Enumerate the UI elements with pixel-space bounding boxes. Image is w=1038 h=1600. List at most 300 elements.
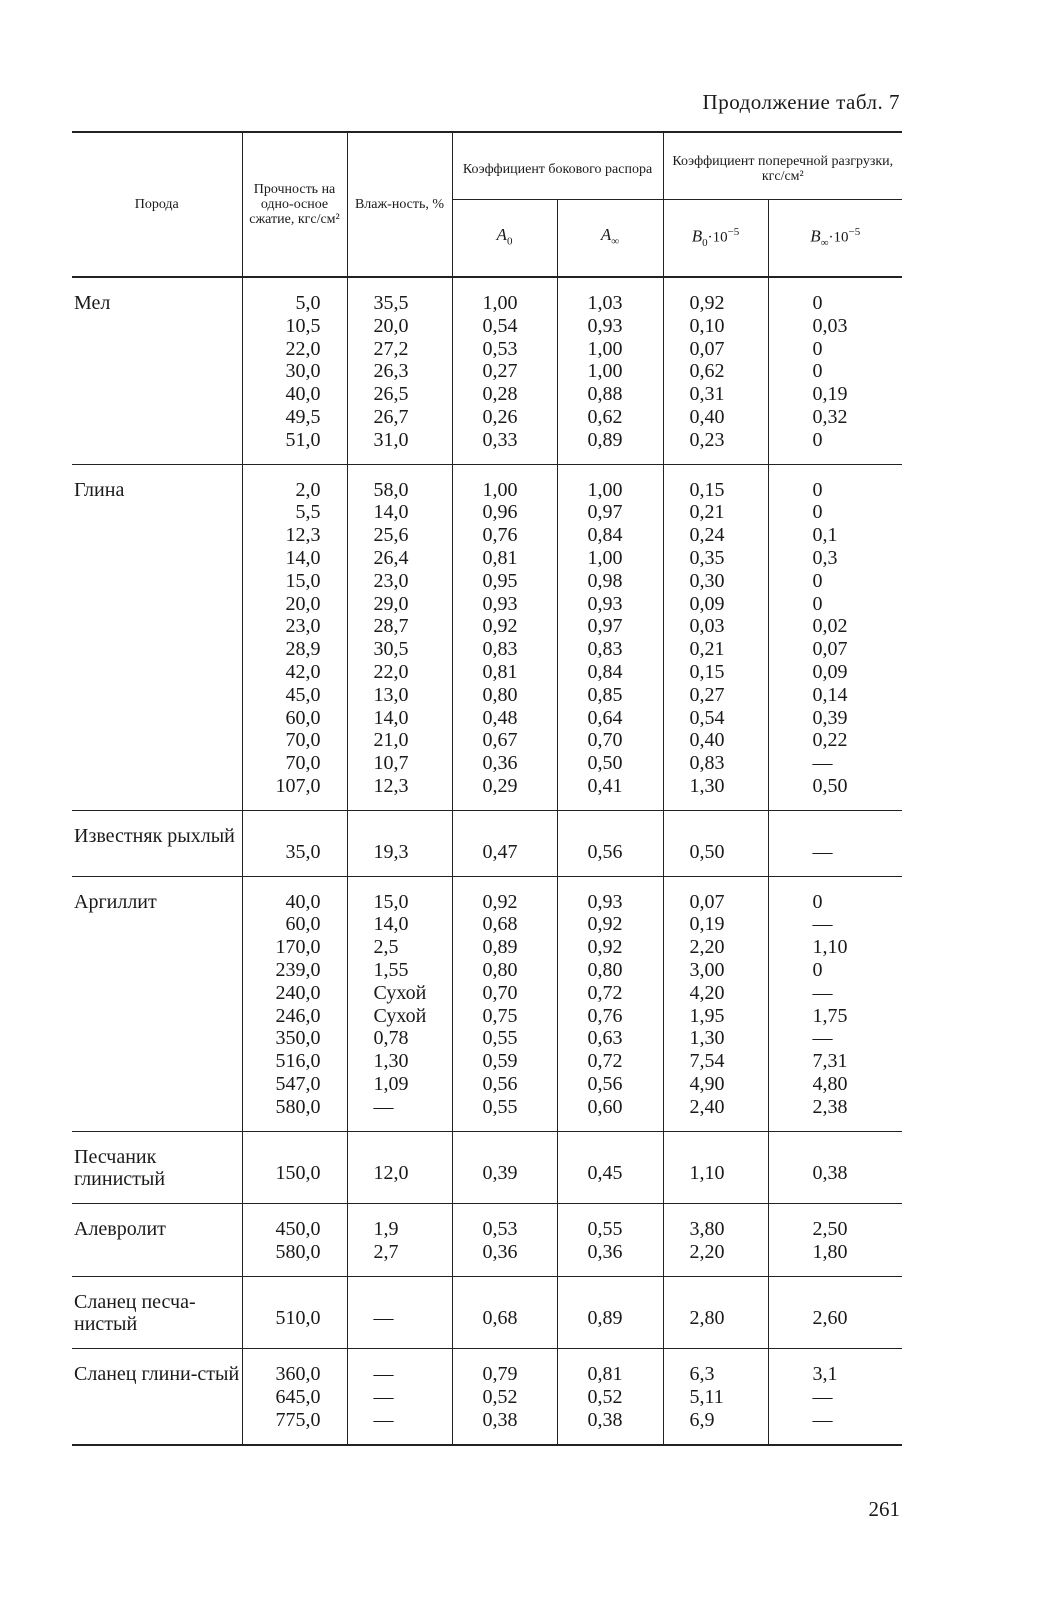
cell-value: Сухой [373,981,427,1004]
cell-value: — [812,752,833,775]
cell-value: 0 [812,958,823,981]
cell-value: — [812,840,833,863]
cell-value: 1,10 [812,936,848,959]
cell-value: 0,92 [587,936,623,959]
table-row [72,876,902,1131]
a-inf-values [557,1349,663,1445]
cell-value: 60,0 [285,913,321,936]
cell-value: 0,62 [587,405,623,428]
b0-values [663,464,768,810]
cell-value: 0,68 [482,1306,518,1329]
cell-value: 0,97 [587,615,623,638]
b0-values [663,1131,768,1204]
b-inf-values [768,277,902,464]
strength-values [242,1131,347,1204]
cell-value: 0,55 [482,1095,518,1118]
cell-value: 0,80 [587,958,623,981]
cell-value: 42,0 [285,660,321,683]
cell-value: 13,0 [373,683,409,706]
cell-value: 0,38 [812,1161,848,1184]
cell-value: — [373,1306,394,1329]
cell-value: 0,76 [587,1004,623,1027]
cell-value: 0,36 [482,1240,518,1263]
cell-value: 0 [812,569,823,592]
a-inf-values [557,277,663,464]
humidity-values [347,464,452,810]
rock-name: Глина [72,464,242,810]
cell-value: 0,21 [689,501,725,524]
cell-value: 28,9 [285,638,321,661]
cell-value: 1,00 [587,360,623,383]
cell-value: 12,3 [285,524,321,547]
cell-value: 0,62 [689,360,725,383]
cell-value: 6,3 [689,1363,715,1386]
cell-value: 0,67 [482,729,518,752]
cell-value: — [812,1027,833,1050]
cell-value: 0,07 [689,337,725,360]
cell-value: 30,0 [285,360,321,383]
b-inf-values [768,1131,902,1204]
a0-values [452,1276,557,1349]
a0-values [452,277,557,464]
table-row [72,1349,902,1445]
cell-value: 0,53 [482,337,518,360]
cell-value: 0,35 [689,546,725,569]
cell-value: 12,0 [373,1161,409,1184]
cell-value: 0,07 [689,890,725,913]
cell-value: — [373,1408,394,1431]
cell-value: 516,0 [275,1050,321,1073]
cell-value: — [812,913,833,936]
cell-value: 0,75 [482,1004,518,1027]
cell-value: 4,90 [689,1072,725,1095]
a0-values [452,464,557,810]
cell-value: 26,7 [373,405,409,428]
cell-value: 1,30 [689,774,725,797]
b-inf-values [768,1276,902,1349]
cell-value: 580,0 [275,1095,321,1118]
cell-value: 0,95 [482,569,518,592]
table-row [72,1204,902,1277]
cell-value: 0,23 [689,428,725,451]
cell-value: 0 [812,360,823,383]
header-a-inf: $A_\infty$ [557,200,663,278]
cell-value: 0,88 [587,383,623,406]
cell-value: 0,14 [812,683,848,706]
cell-value: 22,0 [285,337,321,360]
strength-values [242,464,347,810]
cell-value: 645,0 [275,1386,321,1409]
cell-value: 2,38 [812,1095,848,1118]
b-inf-values [768,876,902,1131]
cell-value: — [812,981,833,1004]
cell-value: 21,0 [373,729,409,752]
cell-value: 15,0 [285,569,321,592]
cell-value: 1,03 [587,292,623,314]
cell-value: 0,68 [482,913,518,936]
cell-value: 1,80 [812,1240,848,1263]
cell-value: 0,52 [482,1386,518,1409]
table-row [72,1131,902,1204]
humidity-values [347,277,452,464]
b0-values [663,1276,768,1349]
b-inf-values [768,1349,902,1445]
cell-value: 0,80 [482,958,518,981]
humidity-values [347,1276,452,1349]
cell-value: 0,03 [812,314,848,337]
cell-value: 20,0 [373,314,409,337]
a-inf-values [557,876,663,1131]
cell-value: 0,55 [482,1027,518,1050]
cell-value: 0,97 [587,501,623,524]
cell-value: 30,5 [373,638,409,661]
cell-value: 0,3 [812,546,838,569]
a0-values [452,876,557,1131]
cell-value: 3,1 [812,1363,838,1386]
cell-value: 6,9 [689,1408,715,1431]
cell-value: 4,80 [812,1072,848,1095]
a0-values [452,1131,557,1204]
cell-value: 0,52 [587,1386,623,1409]
header-strength: Прочность на одно-осное сжатие, кгс/см² [242,132,347,277]
cell-value: 23,0 [285,615,321,638]
cell-value: 26,4 [373,546,409,569]
cell-value: 0,89 [587,428,623,451]
cell-value: 0,19 [812,383,848,406]
table-row [72,1276,902,1349]
cell-value: 3,80 [689,1218,725,1241]
cell-value: 2,20 [689,1240,725,1263]
cell-value: 0,33 [482,428,518,451]
cell-value: 2,7 [373,1240,399,1263]
humidity-values [347,1349,452,1445]
cell-value: 1,00 [482,478,518,501]
a-inf-values [557,1131,663,1204]
cell-value: 2,0 [295,478,321,501]
cell-value: 246,0 [275,1004,321,1027]
cell-value: 0,70 [482,981,518,1004]
cell-value: 0,81 [482,546,518,569]
cell-value: 0,39 [812,706,848,729]
cell-value: 0,70 [587,729,623,752]
humidity-values [347,876,452,1131]
cell-value: 58,0 [373,478,409,501]
cell-value: 26,5 [373,383,409,406]
cell-value: 0,40 [689,405,725,428]
cell-value: 7,31 [812,1050,848,1073]
cell-value: 350,0 [275,1027,321,1050]
cell-value: 0,26 [482,405,518,428]
cell-value: 0,92 [482,890,518,913]
cell-value: 0,27 [482,360,518,383]
cell-value: 5,11 [689,1386,724,1409]
cell-value: 0,98 [587,569,623,592]
cell-value: 170,0 [275,936,321,959]
cell-value: 1,30 [689,1027,725,1050]
cell-value: 2,5 [373,936,399,959]
cell-value: 0,81 [482,660,518,683]
cell-value: 0,79 [482,1363,518,1386]
cell-value: 0,85 [587,683,623,706]
b0-values [663,277,768,464]
cell-value: 0,50 [812,774,848,797]
cell-value: 10,5 [285,314,321,337]
cell-value: 0,09 [812,660,848,683]
cell-value: 22,0 [373,660,409,683]
cell-value: 0,60 [587,1095,623,1118]
cell-value: 0,27 [689,683,725,706]
cell-value: 25,6 [373,524,409,547]
table-header [72,132,902,277]
cell-value: 2,80 [689,1306,725,1329]
cell-value: 0,92 [482,615,518,638]
a0-values [452,810,557,876]
cell-value: 1,75 [812,1004,848,1027]
cell-value: 12,3 [373,774,409,797]
cell-value: 0,48 [482,706,518,729]
cell-value: 60,0 [285,706,321,729]
b0-values [663,876,768,1131]
cell-value: 1,00 [587,478,623,501]
cell-value: 0,09 [689,592,725,615]
cell-value: 0,63 [587,1027,623,1050]
cell-value: 150,0 [275,1161,321,1184]
humidity-values [347,810,452,876]
cell-value: 240,0 [275,981,321,1004]
cell-value: 547,0 [275,1072,321,1095]
cell-value: 0,89 [482,936,518,959]
cell-value: 0,30 [689,569,725,592]
strength-values [242,277,347,464]
cell-value: 0,28 [482,383,518,406]
cell-value: 0 [812,890,823,913]
cell-value: 0,39 [482,1161,518,1184]
cell-value: 35,5 [373,292,409,314]
strength-values [242,810,347,876]
cell-value: 0,36 [587,1240,623,1263]
cell-value: 0,56 [587,1072,623,1095]
b0-values [663,1349,768,1445]
cell-value: 0,83 [587,638,623,661]
cell-value: 35,0 [285,840,321,863]
table-continuation-caption: Продолжение табл. 7 [702,90,900,114]
cell-value: 5,0 [295,292,321,314]
cell-value: 23,0 [373,569,409,592]
header-humidity: Влаж-ность, % [347,132,452,277]
b0-values [663,1204,768,1277]
cell-value: 0,22 [812,729,848,752]
rock-name: Аргиллит [72,876,242,1131]
cell-value: 0,93 [587,592,623,615]
cell-value: 14,0 [373,913,409,936]
rock-name: Сланец глини-стый [72,1349,242,1445]
cell-value: 0,31 [689,383,725,406]
cell-value: 1,00 [587,337,623,360]
cell-value: 107,0 [275,774,321,797]
cell-value: 0 [812,478,823,501]
cell-value: 1,55 [373,958,409,981]
cell-value: 0,93 [482,592,518,615]
b-inf-values [768,1204,902,1277]
b-inf-values [768,464,902,810]
cell-value: 510,0 [275,1306,321,1329]
cell-value: 0 [812,337,823,360]
cell-value: 0,10 [689,314,725,337]
cell-value: 580,0 [275,1240,321,1263]
cell-value: 0,83 [482,638,518,661]
header-b-inf: $B_\infty\cdot 10^{-5}$ [768,200,902,278]
cell-value: 70,0 [285,752,321,775]
cell-value: 0,1 [812,524,838,547]
cell-value: 2,20 [689,936,725,959]
page-number: 261 [868,1497,900,1521]
cell-value: 1,95 [689,1004,725,1027]
cell-value: 49,5 [285,405,321,428]
strength-values [242,1349,347,1445]
cell-value: 360,0 [275,1363,321,1386]
cell-value: 10,7 [373,752,409,775]
cell-value: 775,0 [275,1408,321,1431]
cell-value: 0,02 [812,615,848,638]
cell-value: 14,0 [373,706,409,729]
a-inf-values [557,1204,663,1277]
cell-value: 0,45 [587,1161,623,1184]
cell-value: — [373,1363,394,1386]
cell-value: 2,50 [812,1218,848,1241]
header-b0: $B_0\cdot 10^{-5}$ [663,200,768,278]
cell-value: 0,93 [587,314,623,337]
cell-value: 0,29 [482,774,518,797]
cell-value: 0,24 [689,524,725,547]
header-a0: $A_0$ [452,200,557,278]
cell-value: — [373,1386,394,1409]
cell-value: 0,64 [587,706,623,729]
cell-value: 0 [812,592,823,615]
cell-value: 0,50 [587,752,623,775]
a-inf-values [557,810,663,876]
table-body [72,277,902,1445]
cell-value: 0,80 [482,683,518,706]
cell-value: 0,38 [587,1408,623,1431]
cell-value: 0,50 [689,840,725,863]
a0-values [452,1204,557,1277]
cell-value: 0,84 [587,524,623,547]
cell-value: 1,9 [373,1218,399,1241]
cell-value: 0,83 [689,752,725,775]
cell-value: 0,32 [812,405,848,428]
cell-value: 70,0 [285,729,321,752]
cell-value: 0,59 [482,1050,518,1073]
header-lateral-coefficient: Коэффициент бокового распора [452,132,663,200]
cell-value: 1,00 [587,546,623,569]
b-inf-values [768,810,902,876]
table-row [72,810,902,876]
cell-value: 0 [812,292,823,314]
cell-value: 0,92 [689,292,725,314]
table-row [72,464,902,810]
cell-value: 28,7 [373,615,409,638]
cell-value: 0,38 [482,1408,518,1431]
rock-properties-table [72,131,902,1446]
cell-value: 1,09 [373,1072,409,1095]
humidity-values [347,1204,452,1277]
cell-value: 40,0 [285,890,321,913]
cell-value: 0,54 [689,706,725,729]
cell-value: 2,60 [812,1306,848,1329]
a-inf-values [557,1276,663,1349]
strength-values [242,1276,347,1349]
cell-value: 0,40 [689,729,725,752]
cell-value: 450,0 [275,1218,321,1241]
cell-value: 40,0 [285,383,321,406]
cell-value: 0,15 [689,660,725,683]
cell-value: — [373,1095,394,1118]
cell-value: 0,81 [587,1363,623,1386]
table-row [72,277,902,464]
rock-name: Алевролит [72,1204,242,1277]
cell-value: 0,72 [587,981,623,1004]
cell-value: 27,2 [373,337,409,360]
a0-values [452,1349,557,1445]
cell-value: 14,0 [373,501,409,524]
cell-value: 0,72 [587,1050,623,1073]
cell-value: 0,54 [482,314,518,337]
cell-value: 0 [812,428,823,451]
cell-value: 0,56 [482,1072,518,1095]
cell-value: 0,76 [482,524,518,547]
cell-value: 0,53 [482,1218,518,1241]
cell-value: 19,3 [373,840,409,863]
cell-value: 0,56 [587,840,623,863]
cell-value: 51,0 [285,428,321,451]
header-rock: Порода [134,197,179,212]
cell-value: 1,30 [373,1050,409,1073]
rock-name: Известняк рыхлый [72,810,242,876]
cell-value: 7,54 [689,1050,725,1073]
cell-value: 0,96 [482,501,518,524]
cell-value: 4,20 [689,981,725,1004]
cell-value: 45,0 [285,683,321,706]
cell-value: 0,15 [689,478,725,501]
cell-value: 0 [812,501,823,524]
b0-values [663,810,768,876]
rock-name: Мел [72,277,242,464]
cell-value: 0,89 [587,1306,623,1329]
cell-value: 0,36 [482,752,518,775]
humidity-values [347,1131,452,1204]
cell-value: — [812,1386,833,1409]
cell-value: 0,47 [482,840,518,863]
cell-value: 1,00 [482,292,518,314]
header-unload-coefficient: Коэффициент поперечной разгрузки, кгс/см² [663,132,902,200]
cell-value: 0,55 [587,1218,623,1241]
cell-value: 0,07 [812,638,848,661]
cell-value: 0,21 [689,638,725,661]
strength-values [242,876,347,1131]
cell-value: 0,78 [373,1027,409,1050]
rock-name: Сланец песча-нистый [72,1276,242,1349]
a-inf-values [557,464,663,810]
cell-value: 0,93 [587,890,623,913]
cell-value: 0,03 [689,615,725,638]
cell-value: 29,0 [373,592,409,615]
strength-values [242,1204,347,1277]
cell-value: 1,10 [689,1161,725,1184]
cell-value: 14,0 [285,546,321,569]
cell-value: — [812,1408,833,1431]
rock-name: Песчаник глинистый [72,1131,242,1204]
cell-value: 15,0 [373,890,409,913]
